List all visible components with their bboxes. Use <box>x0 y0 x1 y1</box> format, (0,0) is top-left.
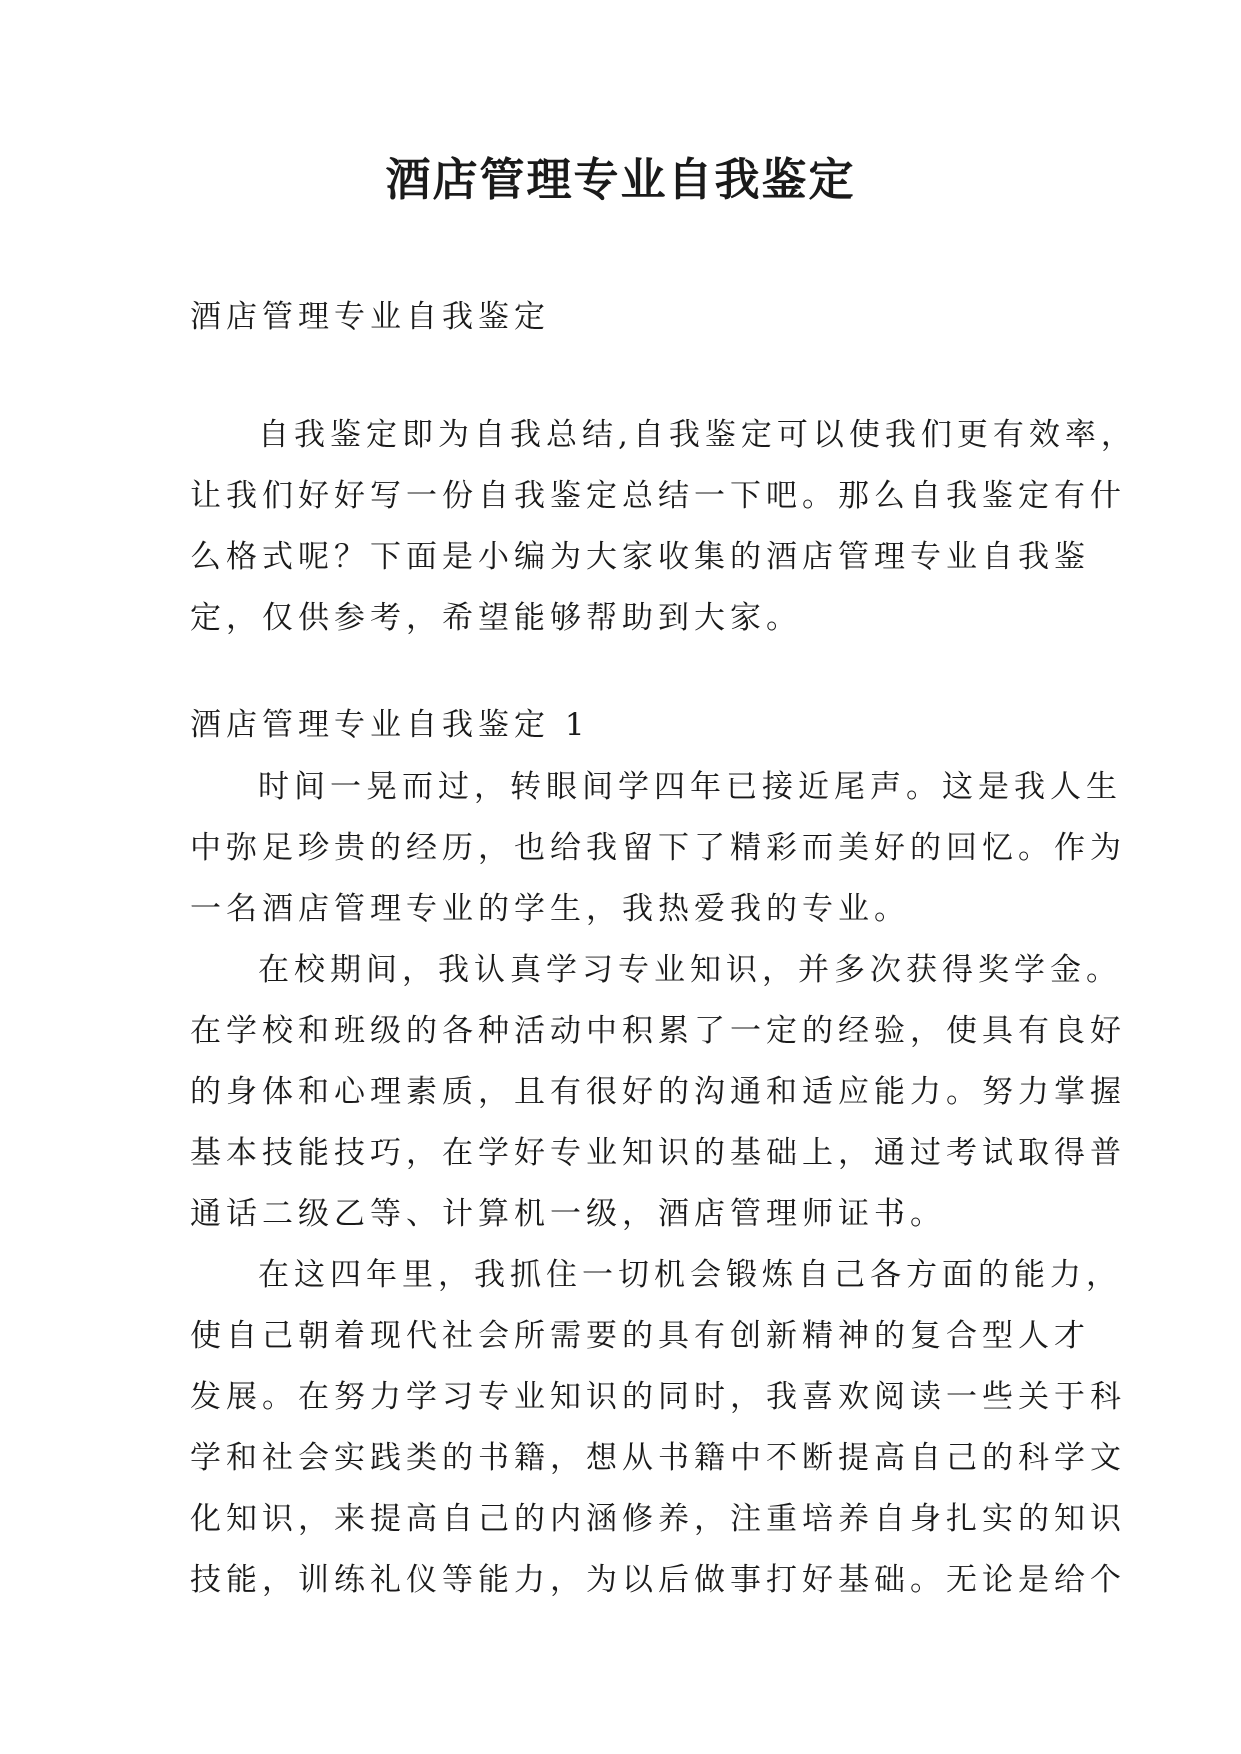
intro-paragraph <box>190 405 1137 649</box>
body-line: 学和社会实践类的书籍，想从书籍中不断提高自己的科学文 <box>190 1440 1126 1476</box>
intro-line: 定，仅供参考，希望能够帮助到大家。 <box>190 600 802 636</box>
intro-line: 让我们好好写一份自我鉴定总结一下吧。那么自我鉴定有什 <box>190 478 1126 514</box>
body-line: 时间一晃而过，转眼间学四年已接近尾声。这是我人生 <box>258 769 1122 805</box>
body-line: 一名酒店管理专业的学生，我热爱我的专业。 <box>190 891 910 927</box>
document-subheading <box>190 287 1070 348</box>
section-heading <box>190 695 1070 756</box>
body-line: 的身体和心理素质，且有很好的沟通和适应能力。努力掌握 <box>190 1074 1126 1110</box>
body-line: 在这四年里，我抓住一切机会锻炼自己各方面的能力， <box>258 1257 1122 1293</box>
body-line: 发展。在努力学习专业知识的同时，我喜欢阅读一些关于科 <box>190 1379 1126 1415</box>
body-line: 在学校和班级的各种活动中积累了一定的经验，使具有良好 <box>190 1013 1126 1049</box>
intro-line: 自我鉴定即为自我总结,自我鉴定可以使我们更有效率， <box>258 417 1137 453</box>
body-line: 技能，训练礼仪等能力，为以后做事打好基础。无论是给个 <box>190 1562 1126 1598</box>
document-title: 酒店管理专业自我鉴定 <box>385 153 856 206</box>
body-line: 中弥足珍贵的经历，也给我留下了精彩而美好的回忆。作为 <box>190 830 1126 866</box>
body-line: 化知识，来提高自己的内涵修养，注重培养自身扎实的知识 <box>190 1501 1126 1537</box>
subheading-text: 酒店管理专业自我鉴定 <box>190 299 550 335</box>
body-line: 基本技能技巧，在学好专业知识的基础上，通过考试取得普 <box>190 1135 1126 1171</box>
section-body <box>190 757 1126 1611</box>
section-heading-text: 酒店管理专业自我鉴定 1 <box>190 707 590 743</box>
body-line: 通话二级乙等、计算机一级，酒店管理师证书。 <box>190 1196 946 1232</box>
body-line: 使自己朝着现代社会所需要的具有创新精神的复合型人才 <box>190 1318 1090 1354</box>
intro-line: 么格式呢？下面是小编为大家收集的酒店管理专业自我鉴 <box>190 539 1090 575</box>
body-line: 在校期间，我认真学习专业知识，并多次获得奖学金。 <box>258 952 1122 988</box>
